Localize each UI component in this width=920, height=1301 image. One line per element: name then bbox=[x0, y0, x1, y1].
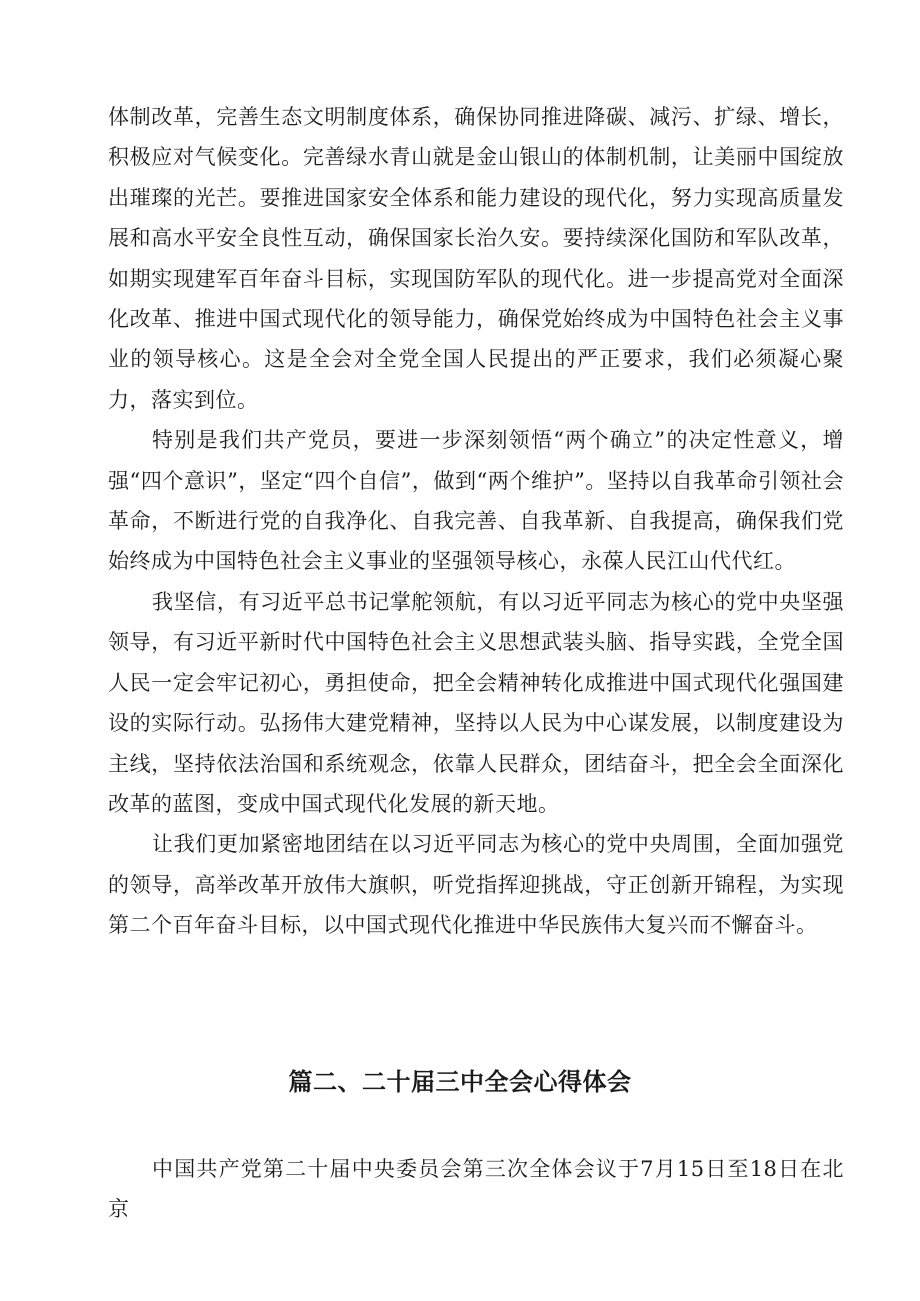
paragraph: 中国共产党第二十届中央委员会第三次全体会议于7月15日至18日在北京 bbox=[108, 1157, 844, 1222]
document-body bbox=[108, 97, 844, 946]
section-body bbox=[108, 1149, 844, 1230]
section-heading: 篇二、二十届三中全会心得体会 bbox=[288, 1068, 632, 1096]
paragraph-continuation: 体制改革，完善生态文明制度体系，确保协同推进降碳、减污、扩绿、增长，积极应对气候变化。完善绿水青山就是金山银山的体制机制，让美丽中国绽放出璀璨的光芒。要推进国家安全体系和能力建设的现代化，努力实现高质量发展和高水平安全良性互动，确保国家长治久安。要持续深化国防和军队改革，如期实现建军百年奋斗目标，实现国防军队的现代化。进一步提高党对全面深化改革、推进中国式现代化的领导能力，确保党始终成为中国特色社会主义事业的领导核心。这是全会对全党全国人民提出的严正要求，我们必须凝心聚力，落实到位。 bbox=[108, 105, 844, 412]
paragraph: 让我们更加紧密地团结在以习近平同志为核心的党中央周围，全面加强党的领导，高举改革开放伟大旗帜，听党指挥迎挑战，守正创新开锦程，为实现第二个百年奋斗目标，以中国式现代化推进中华民族伟大复兴而不懈奋斗。 bbox=[108, 832, 844, 938]
paragraph: 我坚信，有习近平总书记掌舵领航，有以习近平同志为核心的党中央坚强领导，有习近平新时代中国特色社会主义思想武装头脑、指导实践，全党全国人民一定会牢记初心，勇担使命，把全会精神转化成推进中国式现代化强国建设的实际行动。弘扬伟大建党精神，坚持以人民为中心谋发展，以制度建设为主线，坚持依法治国和系统观念，依靠人民群众，团结奋斗，把全会全面深化改革的蓝图，变成中国式现代化发展的新天地。 bbox=[108, 589, 844, 816]
paragraph: 特别是我们共产党员，要进一步深刻领悟“两个确立”的决定性意义，增强“四个意识”，坚定“四个自信”，做到“两个维护”。坚持以自我革命引领社会革命，不断进行党的自我净化、自我完善、自我革新、自我提高，确保我们党始终成为中国特色社会主义事业的坚强领导核心，永葆人民江山代代红。 bbox=[108, 428, 844, 574]
